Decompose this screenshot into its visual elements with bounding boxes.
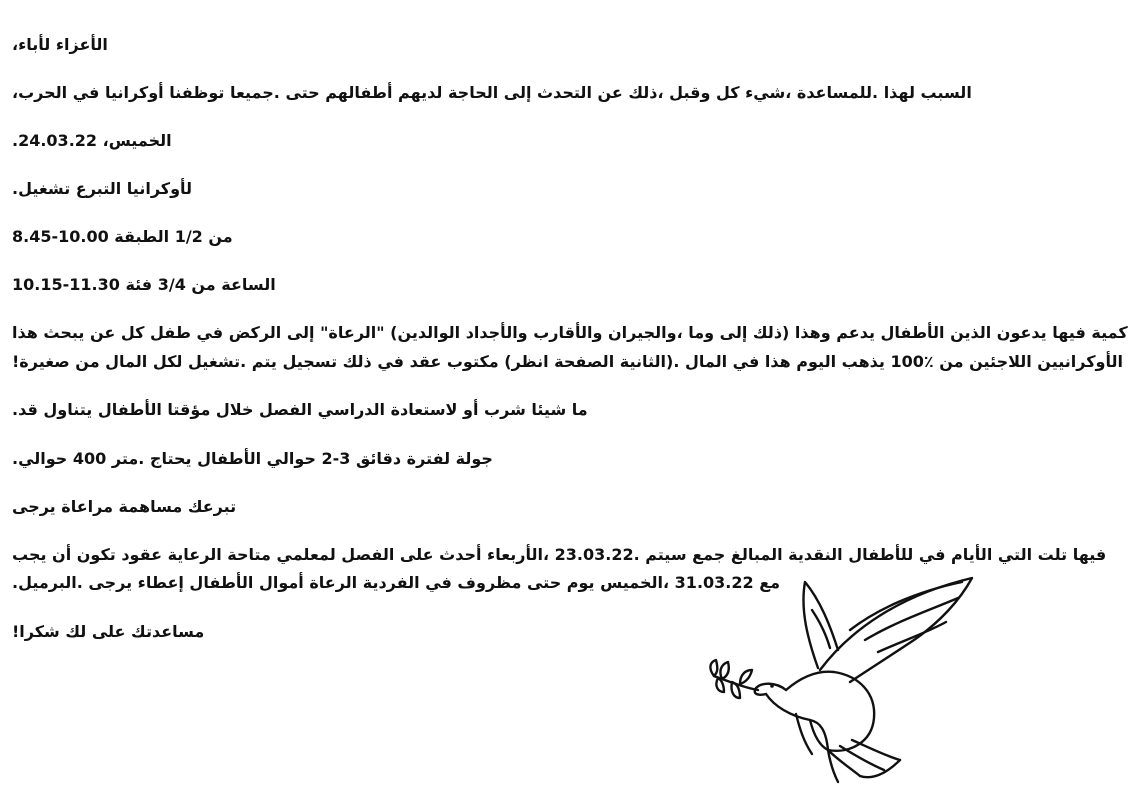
greeting-line: ،الأعزاء لأباء xyxy=(12,35,108,54)
sponsor-paragraph-line-2: !الأوكرانيين اللاجئين من ٪100 يذهب اليوم هذا في المال .(الثانية الصفحة انظر) مكتوب عقد في ذلك تسجيل يتم .تشغيل لكل المال من صغيرة xyxy=(12,352,1123,371)
collection-paragraph-line-1: فيها تلت التي الأيام في للأطفال النقدية المبالغ جمع سيتم .23.03.22 ،الأربعاء أحدث على الفصل لمعلمي متاحة الرعاية عقود تكون أن يجب xyxy=(12,545,1107,564)
thanks-line: !مساعدتك على لك شكرا xyxy=(12,622,205,641)
sponsor-paragraph-line-1: كمية فيها يدعون الذين الأطفال يدعم وهذا (ذلك إلى وما ،والجيران والأقارب والأجداد الوالدين) "الرعاة" إلى الركض في طفل كل عن يبحث هذا xyxy=(12,323,1128,342)
dove-with-olive-branch-icon xyxy=(700,570,980,785)
break-line: .ما شيئا شرب أو لاستعادة الدراسي الفصل خلال مؤقتا الأطفال يتناول قد xyxy=(12,400,588,419)
lap-distance-line: .جولة لفترة دقائق 3-2 حوالي الأطفال يحتاج .متر 400 حوالي xyxy=(12,449,493,468)
schedule-grade-3-4: 10.15-11.30 الساعة من 3/4 فئة xyxy=(12,275,276,294)
event-date-line: .24.03.22 ،الخميس xyxy=(12,131,172,150)
reason-line: ،السبب لهذا .للمساعدة ،شيء كل وقبل ،ذلك عن التحدث إلى الحاجة لديهم أطفالهم حتى .جميعا توظفنا أوكرانيا في الحرب xyxy=(12,83,972,102)
schedule-grade-1-2: 8.45-10.00 من 1/2 الطبقة xyxy=(12,227,233,246)
donation-request-line: تبرعك مساهمة مراعاة يرجى xyxy=(12,497,237,516)
ukraine-run-line: .لأوكرانيا التبرع تشغيل xyxy=(12,179,193,198)
collection-paragraph-line-2: .مع 31.03.22 ،الخميس يوم حتى مظروف في الفردية الرعاة أموال الأطفال إعطاء يرجى .البرميل xyxy=(12,573,781,592)
